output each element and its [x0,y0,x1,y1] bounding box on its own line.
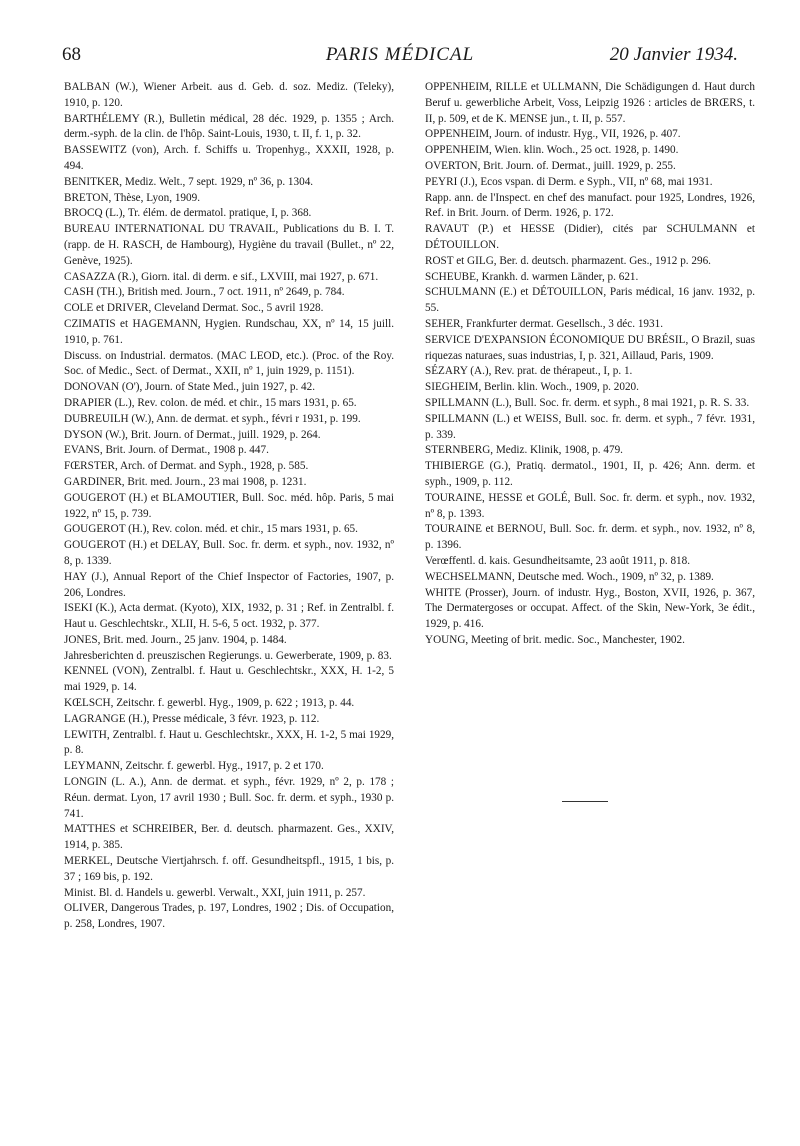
reference-entry: THIBIERGE (G.), Pratiq. dermatol., 1901, II, p. 426; Ann. derm. et syph., 1909, p. 112. [425,460,755,488]
reference-entry: DYSON (W.), Brit. Journ. of Dermat., juill. 1929, p. 264. [64,428,321,441]
reference-entry: SEHER, Frankfurter dermat. Gesellsch., 3 déc. 1931. [425,317,663,330]
journal-title: PARIS MÉDICAL [325,44,475,65]
reference-entry: COLE et DRIVER, Cleveland Dermat. Soc., 5 avril 1928. [64,302,324,315]
reference-entry: BRETON, Thèse, Lyon, 1909. [64,191,201,204]
reference-entry: GARDINER, Brit. med. Journ., 23 mai 1908, p. 1231. [64,475,307,488]
reference-entry: DONOVAN (O'), Journ. of State Med., juin 1927, p. 42. [64,381,316,394]
reference-entry: BROCQ (L.), Tr. élém. de dermatol. pratique, I, p. 368. [64,207,312,220]
reference-entry: WHITE (Prosser), Journ. of industr. Hyg., Boston, XVII, 1926, p. 367, The Dermatergoses or occupat. Affect. of the Skin, New-York, 3e édit., 1929, p. 416. [425,586,755,631]
reference-entry: LEWITH, Zentralbl. f. Haut u. Geschlechtskr., XXX, H. 1-2, 5 mai 1929, p. 8. [64,728,394,757]
reference-entry: KENNEL (VON), Zentralbl. f. Haut u. Geschlechtskr., XXX, H. 1-2, 5 mai 1929, p. 14. [64,665,394,694]
reference-entry: MERKEL, Deutsche Viertjahrsch. f. off. Gesundheitspfl., 1915, 1 bis, p. 37 ; 169 bis, p. 192. [64,855,394,883]
reference-entry: TOURAINE et BERNOU, Bull. Soc. fr. derm. et syph., nov. 1932, nº 8, p. 1396. [425,523,755,552]
reference-entry: OLIVER, Dangerous Trades, p. 197, Londres, 1902 ; Dis. of Occupation, p. 258, Londres, 1907. [64,902,394,931]
reference-entry: SERVICE D'EXPANSION ÉCONOMIQUE DU BRÉSIL, O Brazil, suas riquezas naturaes, suas industrias, I, p. 321, Aillaud, Paris, 1909. [425,333,755,362]
reference-entry: GOUGEROT (H.) et BLAMOUTIER, Bull. Soc. méd. hôp. Paris, 5 mai 1922, nº 15, p. 739. [64,491,394,520]
reference-entry: OVERTON, Brit. Journ. of. Dermat., juill. 1929, p. 255. [425,159,676,172]
bibliography-right-column [425,80,755,649]
reference-entry: SÉZARY (A.), Rev. prat. de thérapeut., I, p. 1. [425,365,633,378]
reference-entry: HAY (J.), Annual Report of the Chief Inspector of Factories, 1907, p. 206, Londres. [64,570,394,599]
reference-entry: WECHSELMANN, Deutsche med. Woch., 1909, nº 32, p. 1389. [425,570,714,583]
reference-entry: BUREAU INTERNATIONAL DU TRAVAIL, Publications du B. I. T. (rapp. de H. RASCH, de Hambourg), Hygiène du travail (Bullet., nº 22, Genève, 1925). [64,223,394,267]
reference-entry: Minist. Bl. d. Handels u. gewerbl. Verwalt., XXI, juin 1911, p. 257. [64,886,366,899]
issue-date: 20 Janvier 1934. [609,44,738,65]
end-rule [562,801,608,802]
reference-entry: BALBAN (W.), Wiener Arbeit. aus d. Geb. d. soz. Mediz. (Teleky), 1910, p. 120. [64,81,394,109]
reference-entry: Discuss. on Industrial. dermatos. (MAC LEOD, etc.). (Proc. of the Roy. Soc. of Medic., Sect. of Dermat., XXII, nº 1, juin 1929, p. 1151). [64,349,394,378]
reference-entry: SCHEUBE, Krankh. d. warmen Länder, p. 621. [425,270,639,283]
reference-entry: SPILLMANN (L.) et WEISS, Bull. soc. fr. derm. et syph., 7 févr. 1931, p. 339. [425,412,755,441]
reference-entry: DUBREUILH (W.), Ann. de dermat. et syph., févri r 1931, p. 199. [64,412,361,425]
reference-entry: SIEGHEIM, Berlin. klin. Woch., 1909, p. 2020. [425,381,639,394]
reference-entry: KŒLSCH, Zeitschr. f. gewerbl. Hyg., 1909, p. 622 ; 1913, p. 44. [64,697,355,710]
reference-entry: SCHULMANN (E.) et DÉTOUILLON, Paris médical, 16 janv. 1932, p. 55. [425,286,755,315]
reference-entry: STERNBERG, Mediz. Klinik, 1908, p. 479. [425,444,623,457]
bibliography-left-column [64,80,394,933]
reference-entry: BARTHÉLEMY (R.), Bulletin médical, 28 déc. 1929, p. 1355 ; Arch. derm.-syph. de la clin. de l'hôp. Saint-Louis, 1930, t. II, f. 1, p. 32. [64,112,394,141]
reference-entry: LONGIN (L. A.), Ann. de dermat. et syph., févr. 1929, nº 2, p. 178 ; Réun. dermat. Lyon, 17 avril 1930 ; Bull. Soc. fr. derm. et syph., 1930 p. 741. [64,776,394,820]
reference-entry: TOURAINE, HESSE et GOLÉ, Bull. Soc. fr. derm. et syph., nov. 1932, nº 8, p. 1393. [425,491,755,520]
reference-entry: ROST et GILG, Ber. d. deutsch. pharmazent. Ges., 1912 p. 296. [425,254,711,267]
reference-entry: GOUGEROT (H.) et DELAY, Bull. Soc. fr. derm. et syph., nov. 1932, nº 8, p. 1339. [64,539,394,567]
reference-entry: MATTHES et SCHREIBER, Ber. d. deutsch. pharmazent. Ges., XXIV, 1914, p. 385. [64,823,394,852]
reference-entry: CASH (TH.), British med. Journ., 7 oct. 1911, nº 2649, p. 784. [64,286,345,299]
reference-entry: OPPENHEIM, Wien. klin. Woch., 25 oct. 1928, p. 1490. [425,144,679,157]
reference-entry: LEYMANN, Zeitschr. f. gewerbl. Hyg., 1917, p. 2 et 170. [64,760,324,773]
reference-entry: OPPENHEIM, Journ. of industr. Hyg., VII, 1926, p. 407. [425,128,681,141]
reference-entry: RAVAUT (P.) et HESSE (Didier), cités par SCHULMANN et DÉTOUILLON. [425,223,755,251]
reference-entry: BASSEWITZ (von), Arch. f. Schiffs u. Tropenhyg., XXXII, 1928, p. 494. [64,144,394,172]
reference-entry: JONES, Brit. med. Journ., 25 janv. 1904, p. 1484. [64,633,287,646]
reference-entry: FŒRSTER, Arch. of Dermat. and Syph., 1928, p. 585. [64,460,309,473]
reference-entry: Rapp. ann. de l'Inspect. en chef des manufact. pour 1925, Londres, 1926, Ref. in Brit. Journ. of Derm. 1926, p. 172. [425,191,755,220]
reference-entry: GOUGEROT (H.), Rev. colon. méd. et chir., 15 mars 1931, p. 65. [64,523,358,536]
reference-entry: YOUNG, Meeting of brit. medic. Soc., Manchester, 1902. [425,633,685,646]
reference-entry: SPILLMANN (L.), Bull. Soc. fr. derm. et syph., 8 mai 1921, p. R. S. 33. [425,396,750,409]
reference-entry: EVANS, Brit. Journ. of Dermat., 1908 p. 447. [64,444,269,457]
reference-entry: CASAZZA (R.), Giorn. ital. di derm. e sif., LXVIII, mai 1927, p. 671. [64,270,379,283]
reference-entry: PEYRI (J.), Ecos vspan. di Derm. e Syph., VII, nº 68, mai 1931. [425,175,713,188]
reference-entry: ISEKI (K.), Acta dermat. (Kyoto), XIX, 1932, p. 31 ; Ref. in Zentralbl. f. Haut u. Geschlechtskr., XLII, H. 5-6, 5 oct. 1932, p. 377. [64,602,394,631]
page-header [62,44,738,72]
reference-entry: Jahresberichten d. preuszischen Regierungs. u. Gewerberate, 1909, p. 83. [64,649,392,662]
reference-entry: CZIMATIS et HAGEMANN, Hygien. Rundschau, XX, nº 14, 15 juill. 1910, p. 761. [64,317,394,346]
reference-entry: Verœffentl. d. kais. Gesundheitsamte, 23 août 1911, p. 818. [425,554,691,567]
reference-entry: OPPENHEIM, RILLE et ULLMANN, Die Schädigungen d. Haut durch Beruf u. gewerbliche Arbeit, Voss, Leipzig 1926 : articles de BRŒRS, t. II, p. 509, et de K. MENSE jun., t. II, p. 557. [425,81,755,125]
reference-entry: BENITKER, Mediz. Welt., 7 sept. 1929, nº 36, p. 1304. [64,175,314,188]
reference-entry: DRAPIER (L.), Rev. colon. de méd. et chir., 15 mars 1931, p. 65. [64,396,357,409]
page-number: 68 [62,44,81,65]
reference-entry: LAGRANGE (H.), Presse médicale, 3 févr. 1923, p. 112. [64,712,320,725]
